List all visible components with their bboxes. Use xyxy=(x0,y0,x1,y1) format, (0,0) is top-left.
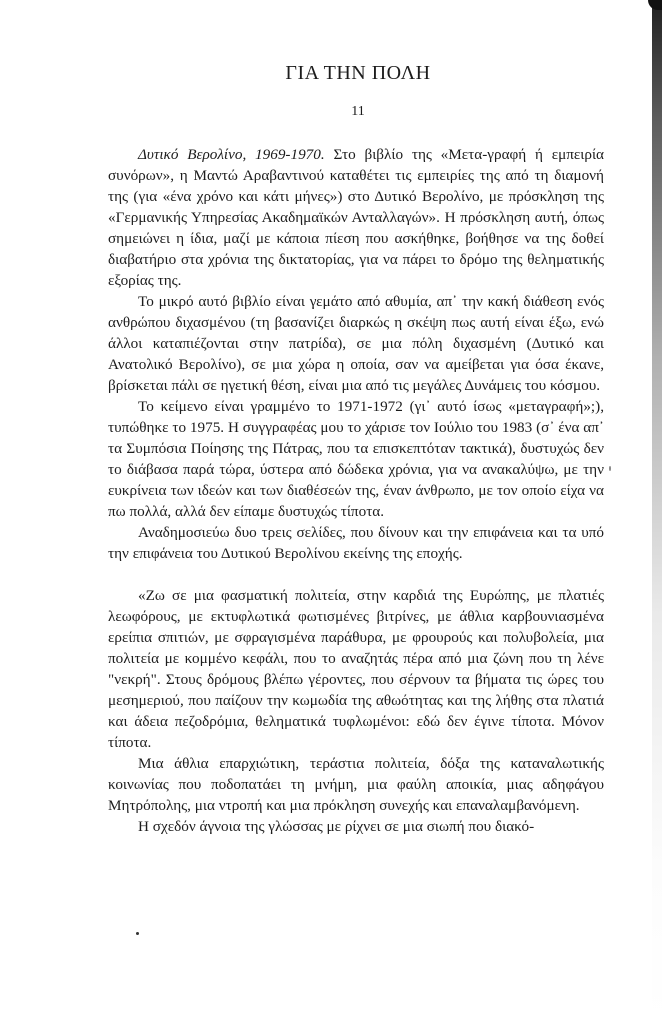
page-edge-shadow xyxy=(652,0,662,1024)
quote-paragraph-3: Η σχεδόν άγνοια της γλώσσας με ρίχνει σε μια σιωπή που διακό- xyxy=(138,818,535,835)
paragraph-text: Στο βιβλίο της «Μετα-γραφή ή εμπειρία συνόρων», η Μαντώ Αραβαντινού καταθέτει τις εμπειρίες της από τη διαμονή της (για «ένα χρόνο και κάτι μήνες») στο Δυτικό Βερολίνο, με πρόσκληση της «Γερμανικής Υπηρεσίας Ακαδημαϊκών Ανταλλαγών». Η πρόσκληση αυτή, όπως σημειώνει η ίδια, μαζί με κάποια πίεση που ασκήθηκε, βοήθησε να της δοθεί διαβατήριο στα χρόνια της δικτατορίας, για να πάρει το δρόμο της θεληματικής εξορίας της. xyxy=(108,146,605,289)
paragraph-3: Το κείμενο είναι γραμμένο το 1971-1972 (γι᾽ αυτό ίσως «μεταγραφή»;), τυπώθηκε το 1975. Η συγγραφέας μου το χάρισε τον Ιούλιο του 1983 (σ᾽ ένα απ᾽ τα Συμπόσια Ποίησης της Πάτρας, που τα επισκεπτόταν τακτικά), δυστυχώς δεν το διάβασα παρά τώρα, ύστερα από δώδεκα χρόνια, για να ανακαλύψω, με την ευκρίνεια των ιδεών και των διαθέσεών της, έναν άνθρωπο, με τον οποίο είχα να πω πολλά, αλλά δεν είπαμε δυστυχώς τίποτα. xyxy=(108,398,604,520)
scan-dot xyxy=(136,932,139,935)
quote-paragraph-1: «Ζω σε μια φασματική πολιτεία, στην καρδιά της Ευρώπης, με πλατιές λεωφόρους, με εκτυφλωτικά φωτισμένες βιτρίνες, με άθλια καρβουνιασμένα ερείπια σπιτιών, με σφραγισμένα παράθυρα, με φρουρούς και πολυβολεία, μια πολιτεία με κομμένο κεφάλι, που το αναζητάς πέρα από μια ζώνη που τη λένε "νεκρή". Στους δρόμους βλέπω γέροντες, που σέρνουν τα βήματα τις ώρες του μεσημεριού, που παίζουν την κωμωδία της αθωότητας και της λήθης στα πλατιά και άδεια πεζοδρόμια, θεληματικά τυφλωμένοι: εδώ δεν έγινε τίποτα. Μόνον τίποτα. xyxy=(108,587,604,751)
quote-paragraph-2: Μια άθλια επαρχιώτικη, τεράστια πολιτεία, δόξα της καταναλωτικής κοινωνίας που ποδοπατάει τη μνήμη, μια φαύλη αποικία, μιας αδηφάγου Μητρόπολης, μια ντροπή και μια πρόκληση συνεχής και επαναλαμβανόμενη. xyxy=(108,755,604,814)
section-heading-italic: Δυτικό Βερολίνο, 1969-1970. xyxy=(138,146,325,163)
page-number: 11 xyxy=(351,104,365,119)
body-text xyxy=(108,144,604,837)
paragraph-2: Το μικρό αυτό βιβλίο είναι γεμάτο από αθυμία, απ᾽ την κακή διάθεση ενός ανθρώπου διχασμένου (τη βασανίζει διαρκώς η σκέψη πως αυτή είναι έξω, ενώ άλλοι καταπιέζονται στην πατρίδα), σε μια πόλη διχασμένη (Δυτικό και Ανατολικό Βερολίνο), σε μια χώρα η οποία, σαν να αμείβεται για όσα έκανε, βρίσκεται πάλι σε ηγετική θέση, είναι μια από τις μεγάλες Δυνάμεις του κόσμου. xyxy=(108,293,604,394)
scan-speck xyxy=(609,466,611,471)
paragraph-4: Αναδημοσιεύω δυο τρεις σελίδες, που δίνουν και την επιφάνεια και τα υπό την επιφάνεια του Δυτικού Βερολίνου εκείνης της εποχής. xyxy=(108,524,604,562)
running-head: ΓΙΑ ΤΗΝ ΠΟΛΗ xyxy=(285,62,431,84)
paragraph-1 xyxy=(108,144,604,291)
